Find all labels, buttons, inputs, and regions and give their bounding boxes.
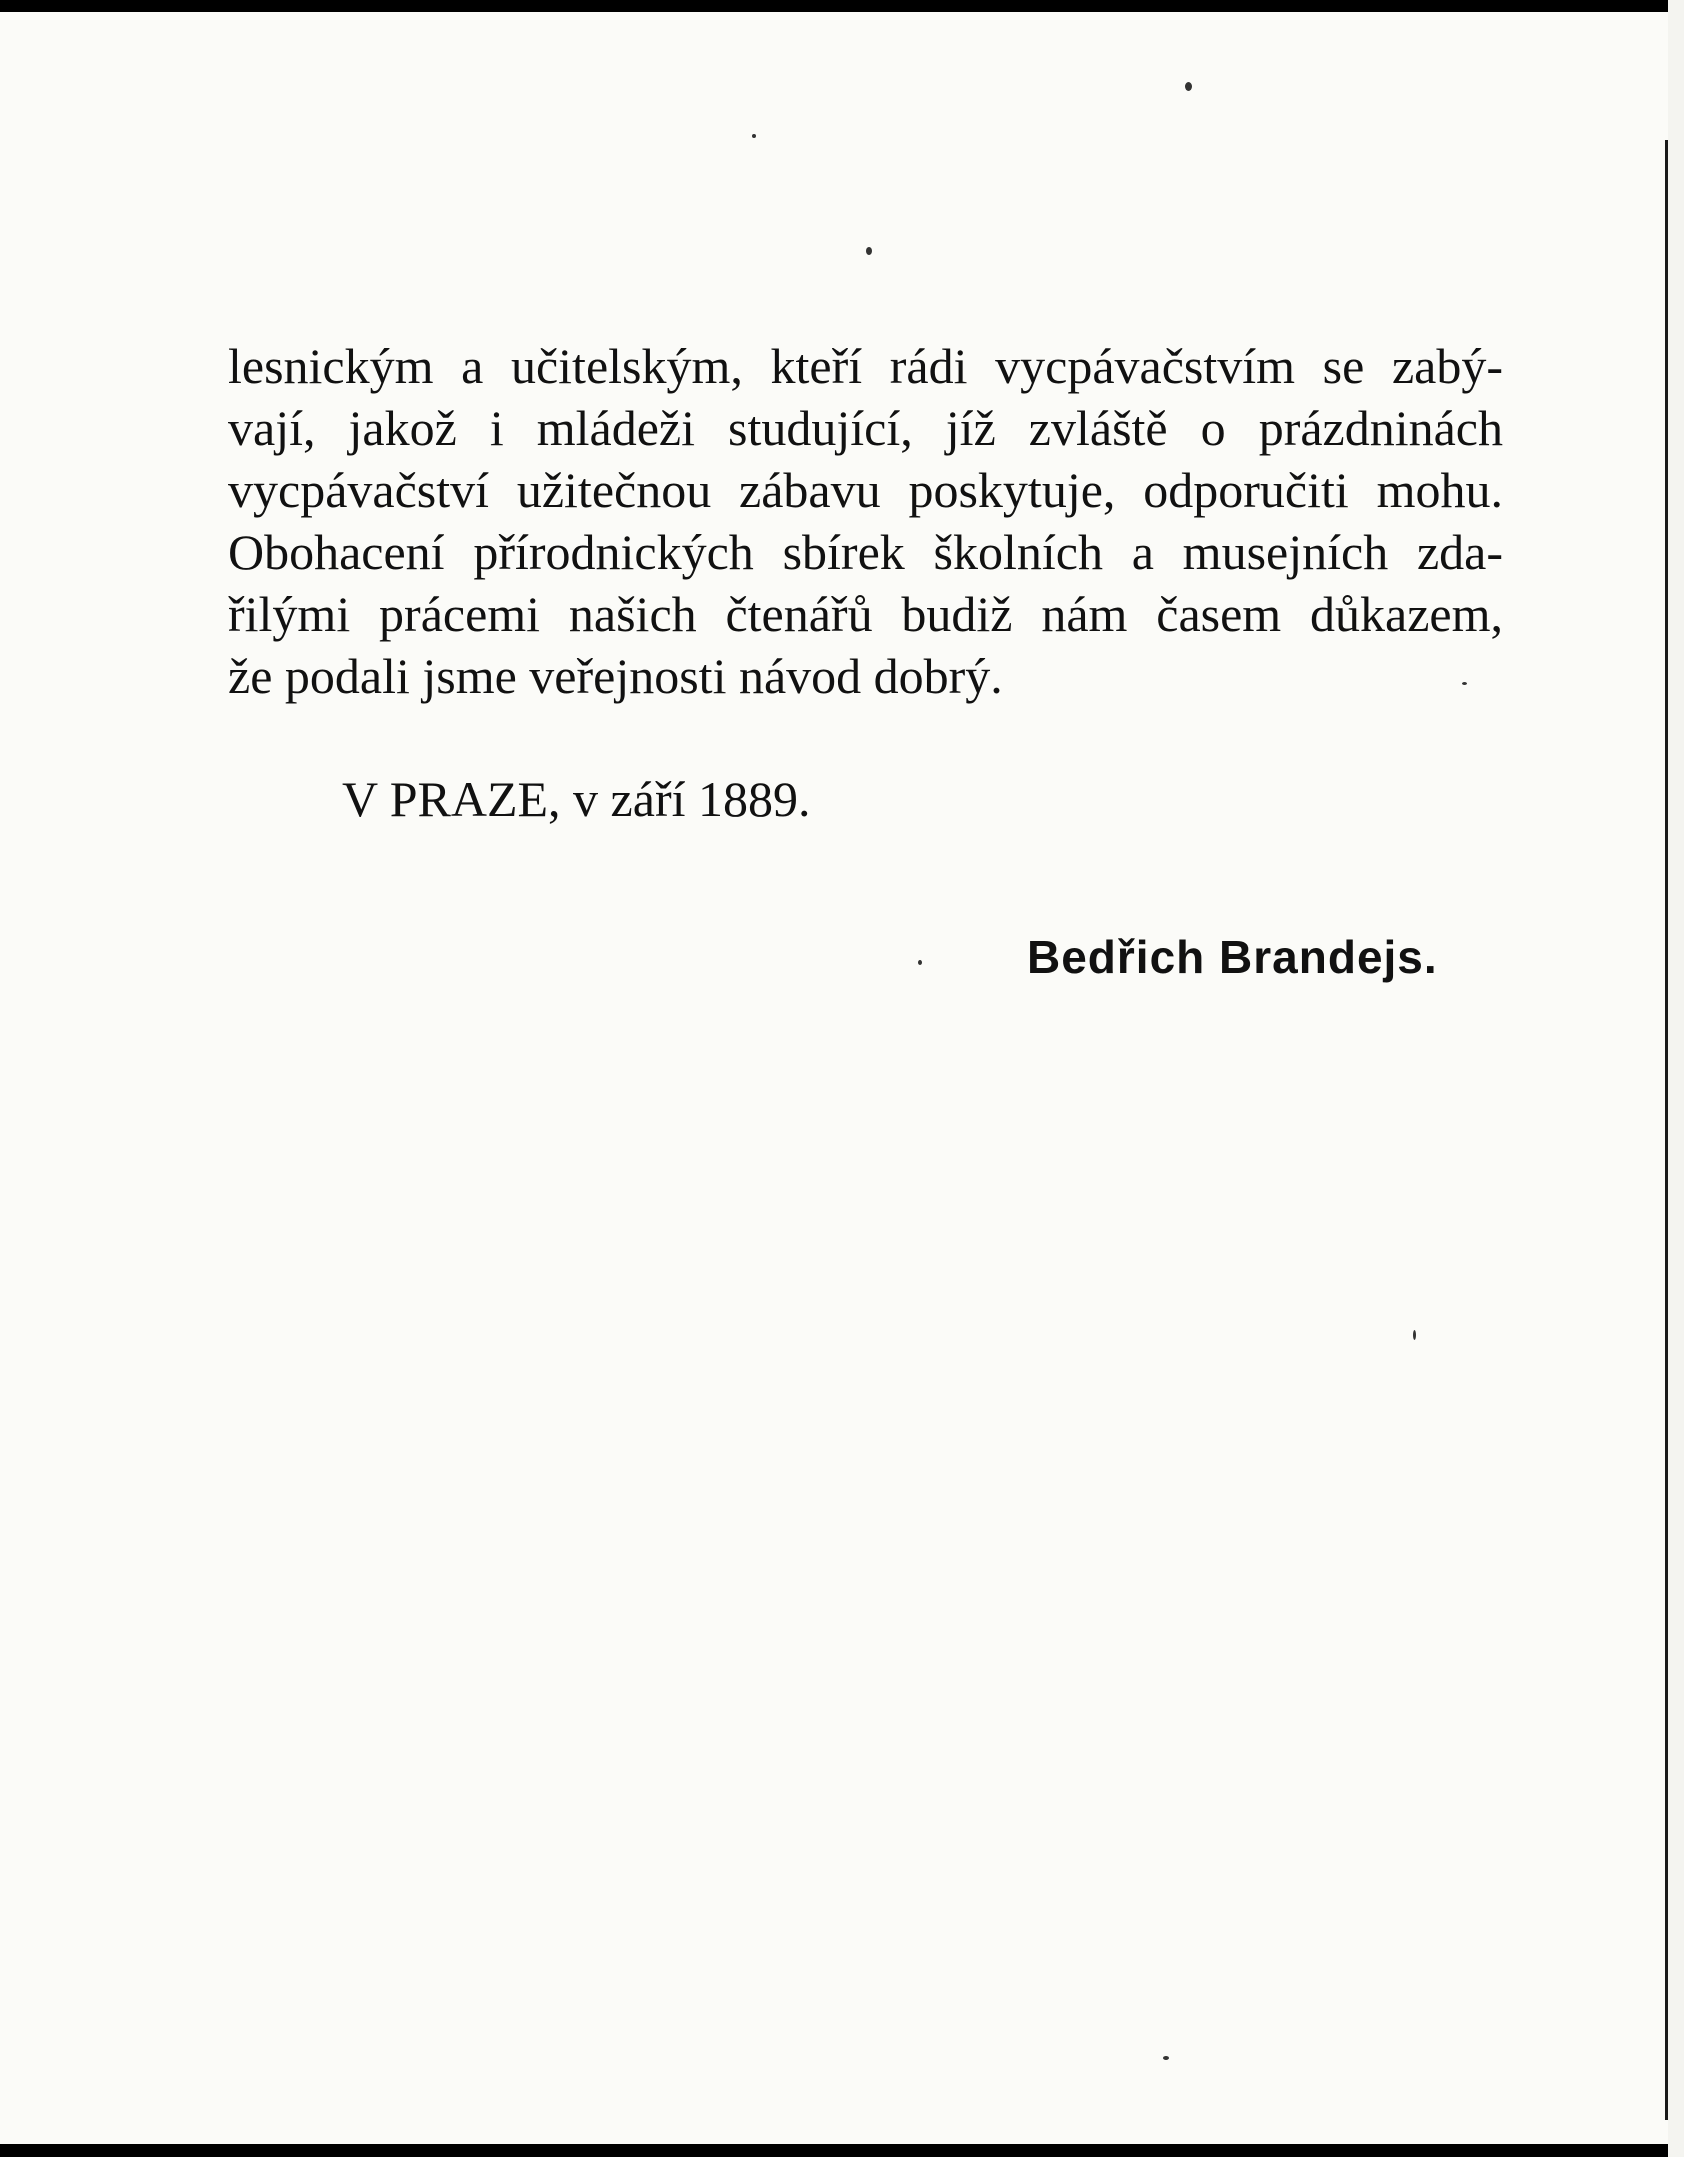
body-line: Obohacení přírodnických sbírek školních a musejních zda- bbox=[228, 524, 1503, 580]
body-line: vají, jakož i mládeži studující, jíž zvláště o prázdninách bbox=[228, 400, 1503, 456]
body-line: že podali jsme veřejnosti návod dobrý. bbox=[228, 648, 1003, 704]
ink-speck bbox=[918, 960, 922, 965]
author-signature: Bedřich Brandejs. bbox=[1027, 931, 1438, 983]
ink-speck bbox=[1163, 2056, 1169, 2060]
ink-speck bbox=[752, 134, 756, 138]
ink-speck bbox=[866, 247, 872, 255]
place-date-line: V PRAZE, v září 1889. bbox=[342, 771, 811, 827]
body-line: lesnickým a učitelským, kteří rádi vycpávačstvím se zabý- bbox=[228, 338, 1503, 394]
body-paragraph bbox=[228, 335, 1503, 707]
ink-speck bbox=[1413, 1330, 1416, 1340]
ink-speck bbox=[1185, 82, 1192, 91]
page-edge-line bbox=[1665, 140, 1668, 2120]
body-line: vycpávačství užitečnou zábavu poskytuje, odporučiti mohu. bbox=[228, 462, 1503, 518]
scanned-page bbox=[0, 12, 1668, 2144]
scan-edge-strip bbox=[1668, 0, 1684, 2157]
body-line: řilými prácemi našich čtenářů budiž nám časem důkazem, bbox=[228, 586, 1503, 642]
